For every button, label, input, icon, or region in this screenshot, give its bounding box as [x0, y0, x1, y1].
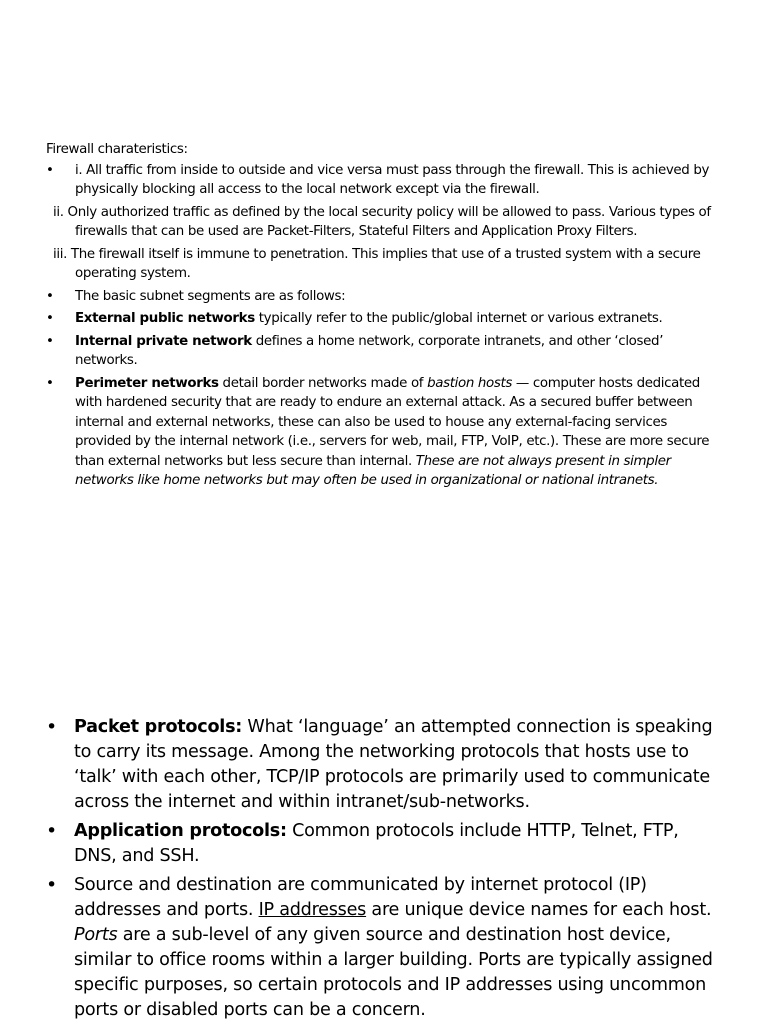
term: External public networks: [75, 311, 255, 326]
list-item-i: [46, 161, 726, 200]
list-item-perimeter-networks: [46, 374, 726, 491]
bullet: •: [46, 311, 54, 326]
item-text: — computer hosts dedicated with hardened security that are ready to endure an external attack. As a secured buffer between internal and external networks, these can also be used to house any external-facing services provided by the internal network (i.e., servers for web, mail, FTP, VoIP, etc.). These are more secure than external networks but less secure than internal.: [75, 375, 710, 469]
term: Application protocols:: [74, 821, 287, 841]
item-text: The basic subnet segments are as follows:: [75, 288, 346, 304]
section-heading: Firewall charateristics:: [46, 142, 188, 157]
bullet: •: [46, 333, 54, 349]
item-text: defines a home network, corporate intranets, and other ‘closed’ networks.: [75, 333, 664, 368]
list-item-packet-protocols: [46, 715, 726, 815]
bullet: •: [46, 162, 54, 178]
italic-term: bastion hosts: [427, 375, 512, 391]
italic-note: These are not always present in simpler networks like home networks but may often be used in organizational or national intranets.: [75, 453, 671, 488]
item-text: i. All traffic from inside to outside and vice versa must pass through the firewall. This is achieved by physically blocking all access to the local network except via the firewall.: [75, 162, 710, 197]
protocols-section: [46, 715, 726, 1027]
item-text: iii. The firewall itself is immune to penetration. This implies that use of a trusted system with a secure operating system.: [53, 246, 701, 281]
italic-term: Ports: [74, 925, 118, 945]
ip-addresses-link[interactable]: IP addresses: [258, 900, 367, 920]
bullet: •: [46, 820, 57, 842]
item-text: What ‘language’ an attempted connection is speaking to carry its message. Among the networking protocols that hosts use to ‘talk’ with each other, TCP/IP protocols are primarily used to communicate across the internet and within intranet/sub-networks.: [74, 717, 713, 812]
item-text: are unique device names for each host.: [366, 900, 712, 920]
firewall-characteristics-section: [46, 140, 726, 494]
list-item-ii: [46, 203, 726, 242]
bullet: •: [46, 716, 57, 738]
bullet: •: [46, 874, 57, 896]
list-item-source-destination: [46, 873, 726, 1023]
item-text: Common protocols include HTTP, Telnet, FTP, DNS, and SSH.: [74, 821, 679, 866]
list-item-internal-network: [46, 332, 726, 371]
item-text: are a sub-level of any given source and destination host device, similar to office rooms within a larger building. Ports are typically assigned specific purposes, so certain protocols and IP addresses using uncommon ports or disabled ports can be a concern.: [74, 925, 713, 1020]
item-text: ii. Only authorized traffic as defined by the local security policy will be allowed to pass. Various types of firewalls that can be used are Packet-Filters, Stateful Filters and Application Proxy Filters.: [53, 204, 711, 239]
term: Internal private network: [75, 333, 252, 349]
item-text: typically refer to the public/global internet or various extranets.: [254, 311, 663, 326]
list-item-subnet-intro: [46, 287, 726, 307]
list-item-iii: [46, 245, 726, 284]
term: Packet protocols:: [74, 717, 243, 737]
bullet: •: [46, 288, 54, 304]
list-item-application-protocols: [46, 819, 726, 869]
term: Perimeter networks: [75, 375, 219, 391]
bullet: •: [46, 375, 54, 391]
item-text: detail border networks made of: [218, 375, 428, 391]
list-item-external-networks: [46, 309, 726, 329]
item-text: Source and destination are communicated by internet protocol (IP) addresses and ports.: [74, 875, 647, 920]
